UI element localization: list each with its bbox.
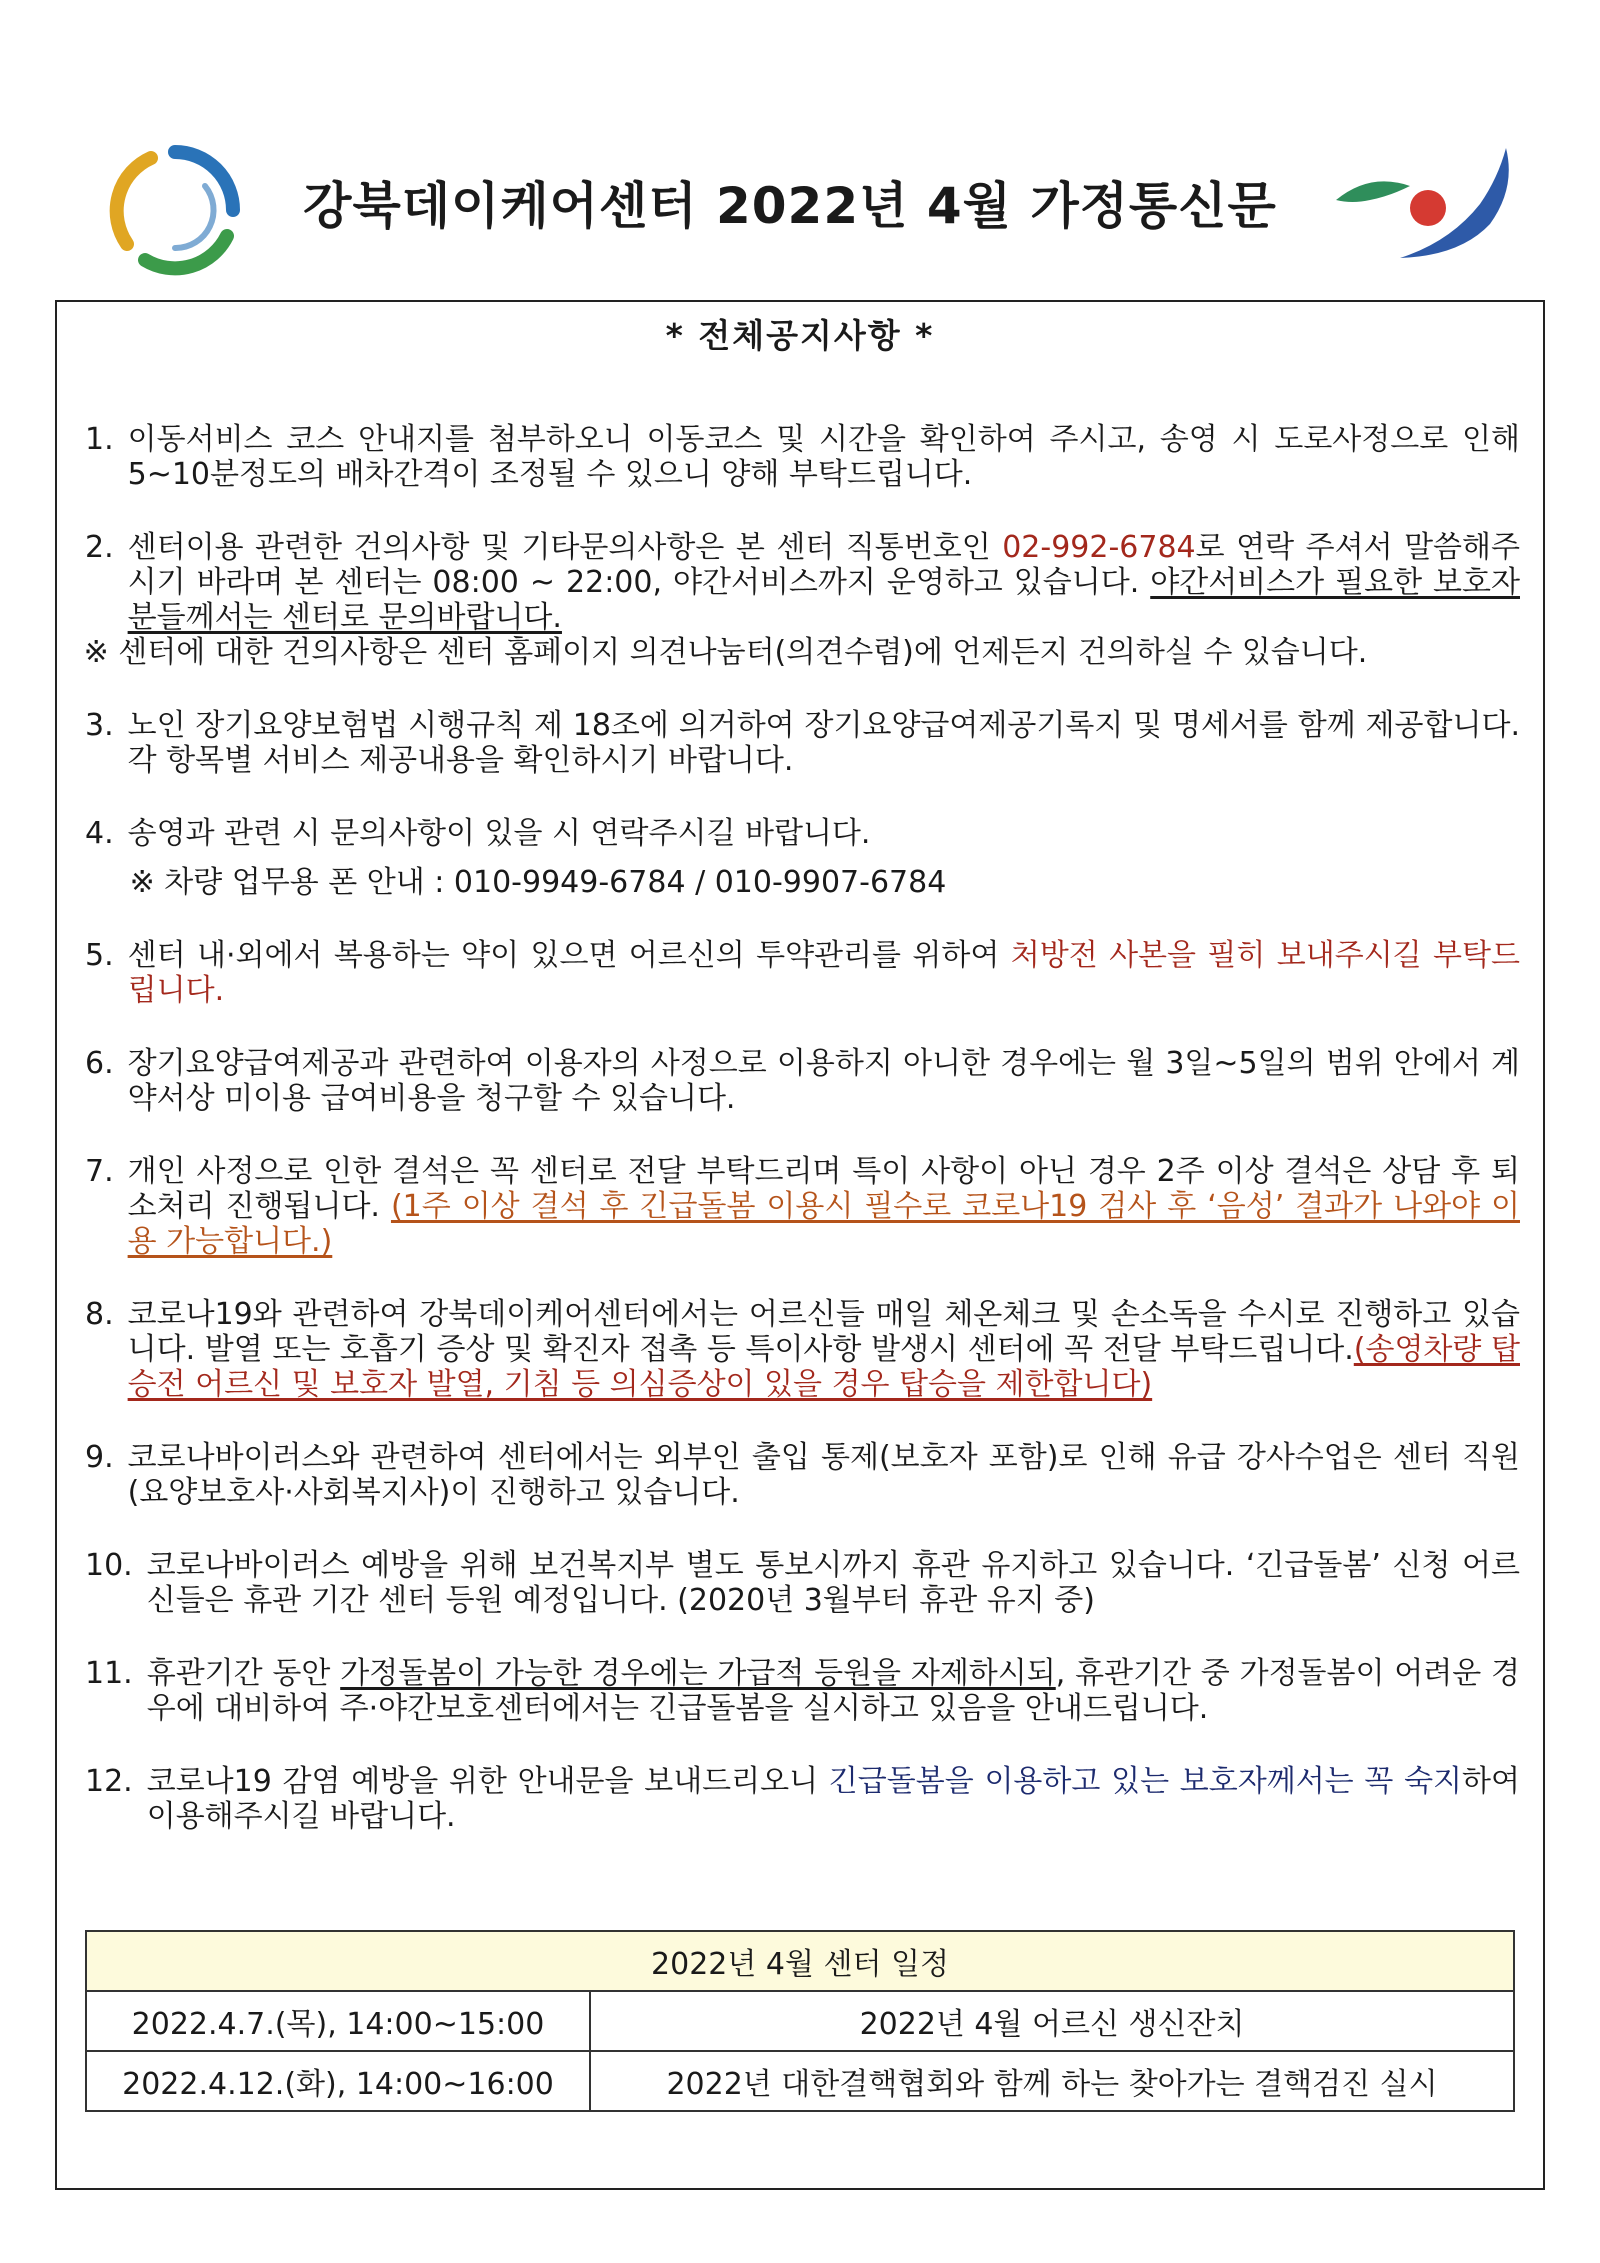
center-logo-icon bbox=[105, 140, 245, 280]
item-text: 코로나바이러스 예방을 위해 보건복지부 별도 통보시까지 휴관 유지하고 있습니다. ‘긴급돌봄’ 신청 어르신들은 휴관 기간 센터 등원 예정입니다. (2020년 3월부터 휴관 유지 중) bbox=[146, 1548, 1520, 1618]
item-number: 1. bbox=[85, 422, 114, 457]
item-number: 4. bbox=[85, 816, 114, 851]
schedule-title-row bbox=[86, 1931, 1514, 1991]
item-text-part: 로 연락 주셔서 말씀해주시기 바라며 본 센터는 08:00 ~ 22:00, 야간서비스까지 운영하고 있습니다. bbox=[127, 530, 1520, 600]
item-text bbox=[128, 938, 1520, 1008]
item-text-part: , 휴관기간 중 가정돌봄이 어려운 경우에 대비하여 주·야간보호센터에서는 긴급돌봄을 실시하고 있음을 안내드립니다. bbox=[146, 1656, 1521, 1726]
item-text-part: 송영과 관련 시 문의사항이 있을 시 연락주시길 바랍니다. bbox=[127, 816, 871, 851]
item-number: 2. bbox=[85, 530, 114, 565]
schedule-table bbox=[85, 1930, 1515, 2112]
notice-list bbox=[85, 422, 1520, 1872]
notice-item-1 bbox=[85, 422, 1520, 492]
item-text bbox=[128, 1297, 1520, 1402]
item-number: 12. bbox=[85, 1764, 133, 1799]
notice-item-2 bbox=[85, 530, 1520, 670]
schedule-event: 2022년 4월 어르신 생신잔치 bbox=[590, 1991, 1514, 2051]
item-emphasis-text: 처방전 사본을 필히 보내주시길 부탁드립니다. bbox=[127, 938, 1520, 1008]
notice-item-3 bbox=[85, 708, 1520, 778]
item-number: 11. bbox=[85, 1656, 133, 1691]
item-text-part: 개인 사정으로 인한 결석은 꼭 센터로 전달 부탁드리며 특이 사항이 아닌 경우 2주 이상 결석은 상담 후 퇴소처리 진행됩니다. bbox=[127, 1154, 1520, 1224]
notice-item-9 bbox=[85, 1440, 1520, 1510]
notice-item-5 bbox=[85, 938, 1520, 1008]
item-underlined-text: 가정돌봄이 가능한 경우에는 가급적 등원을 자제하시되 bbox=[340, 1656, 1056, 1691]
notice-item-11 bbox=[85, 1656, 1520, 1726]
item-number: 3. bbox=[85, 708, 114, 743]
item-text-part: 센터이용 관련한 건의사항 및 기타문의사항은 본 센터 직통번호인 bbox=[127, 530, 1003, 565]
schedule-date: 2022.4.12.(화), 14:00~16:00 bbox=[86, 2051, 590, 2111]
page-title: 강북데이케어센터 2022년 4월 가정통신문 bbox=[303, 177, 1277, 235]
gangbuk-district-logo-icon bbox=[1330, 138, 1520, 268]
item-underlined-text: 야간서비스가 필요한 보호자분들께서는 센터로 문의바랍니다. bbox=[127, 565, 1520, 635]
item-emphasis-text: (1주 이상 결석 후 긴급돌봄 이용시 필수로 코로나19 검사 후 ‘음성’ 결과가 나와야 이용 가능합니다.) bbox=[127, 1189, 1520, 1259]
item-text bbox=[147, 1656, 1520, 1726]
document-header bbox=[0, 130, 1600, 290]
item-text bbox=[128, 1154, 1520, 1259]
schedule-event: 2022년 대한결핵협회와 함께 하는 찾아가는 결핵검진 실시 bbox=[590, 2051, 1514, 2111]
table-row bbox=[86, 1991, 1514, 2051]
section-heading: * 전체공지사항 * bbox=[665, 316, 935, 355]
schedule-title: 2022년 4월 센터 일정 bbox=[86, 1931, 1514, 1991]
notice-item-6 bbox=[85, 1046, 1520, 1116]
vehicle-phone-note: ※ 차량 업무용 폰 안내 : 010-9949-6784 / 010-9907-6784 bbox=[129, 865, 947, 900]
notice-item-8 bbox=[85, 1297, 1520, 1402]
item-text: 장기요양급여제공과 관련하여 이용자의 사정으로 이용하지 아니한 경우에는 월 3일~5일의 범위 안에서 계약서상 미이용 급여비용을 청구할 수 있습니다. bbox=[127, 1046, 1520, 1116]
item-number: 7. bbox=[85, 1154, 114, 1189]
item-emphasis-text: 긴급돌봄을 이용하고 있는 보호자께서는 꼭 숙지 bbox=[828, 1764, 1463, 1799]
item-number: 9. bbox=[85, 1440, 114, 1475]
item-text: 노인 장기요양보험법 시행규칙 제 18조에 의거하여 장기요양급여제공기록지 및 명세서를 함께 제공합니다. 각 항목별 서비스 제공내용을 확인하시기 바랍니다. bbox=[127, 708, 1520, 778]
item-text-part: 센터 내·외에서 복용하는 약이 있으면 어르신의 투약관리를 위하여 bbox=[127, 938, 1011, 973]
item-text: 이동서비스 코스 안내지를 첨부하오니 이동코스 및 시간을 확인하여 주시고, 송영 시 도로사정으로 인해 5~10분정도의 배차간격이 조정될 수 있으니 양해 부탁드립니다. bbox=[127, 422, 1520, 492]
notice-item-7 bbox=[85, 1154, 1520, 1259]
item-note: ※ 센터에 대한 건의사항은 센터 홈페이지 의견나눔터(의견수렴)에 언제든지 건의하실 수 있습니다. bbox=[83, 635, 1368, 670]
item-text-part: 코로나19와 관련하여 강북데이케어센터에서는 어르신들 매일 체온체크 및 손소독을 수시로 진행하고 있습니다. 발열 또는 호흡기 증상 및 확진자 접촉 등 특이사항 발생시 센터에 꼭 전달 부탁드립니다. bbox=[127, 1297, 1520, 1367]
notice-item-4 bbox=[85, 816, 1520, 900]
item-number: 8. bbox=[85, 1297, 114, 1332]
item-text bbox=[147, 1764, 1520, 1834]
item-text-part: 하여 이용해주시길 바랍니다. bbox=[146, 1764, 1521, 1834]
item-emphasis-text: (송영차량 탑승전 어르신 및 보호자 발열, 기침 등 의심증상이 있을 경우 탑승을 제한합니다) bbox=[127, 1332, 1520, 1402]
item-text-part: 코로나19 감염 예방을 위한 안내문을 보내드리오니 bbox=[146, 1764, 829, 1799]
item-text: 코로나바이러스와 관련하여 센터에서는 외부인 출입 통제(보호자 포함)로 인해 유급 강사수업은 센터 직원(요양보호사·사회복지사)이 진행하고 있습니다. bbox=[127, 1440, 1520, 1510]
item-number: 5. bbox=[85, 938, 114, 973]
item-number: 6. bbox=[85, 1046, 114, 1081]
schedule-date: 2022.4.7.(목), 14:00~15:00 bbox=[86, 1991, 590, 2051]
notice-item-10 bbox=[85, 1548, 1520, 1618]
notice-frame bbox=[55, 300, 1545, 2190]
center-phone-number: 02-992-6784 bbox=[1002, 530, 1196, 565]
item-number: 10. bbox=[85, 1548, 133, 1583]
item-text bbox=[128, 816, 1520, 900]
item-text bbox=[83, 530, 1520, 670]
notice-item-12 bbox=[85, 1764, 1520, 1834]
table-row bbox=[86, 2051, 1514, 2111]
item-text-part: 휴관기간 동안 bbox=[146, 1656, 341, 1691]
